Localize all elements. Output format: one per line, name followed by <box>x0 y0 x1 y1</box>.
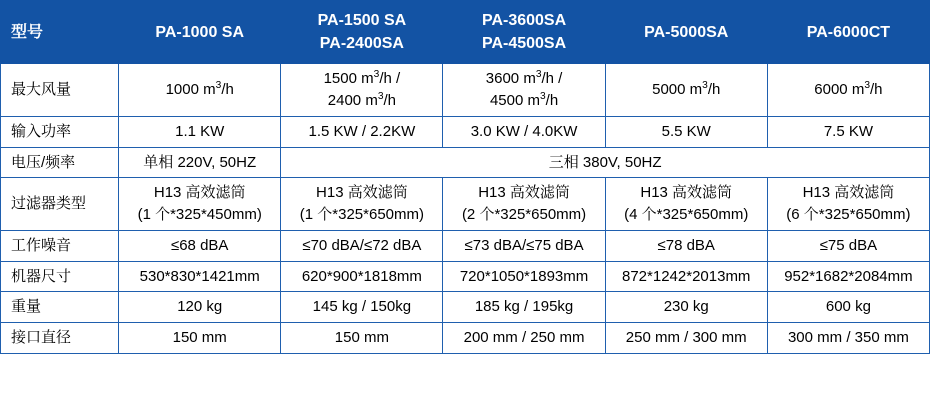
cell-line: 单相 220V, 50HZ <box>143 153 257 171</box>
cell-line: H13 高效滤筒 <box>640 184 733 202</box>
row-label: 接口直径 <box>1 323 119 354</box>
cell-line: H13 高效滤筒 <box>478 184 570 202</box>
column-header-line: PA-1000 SA <box>155 23 245 41</box>
cell-line: 145 kg / 150kg <box>312 298 412 316</box>
table-row <box>1 64 930 117</box>
cell-line: 620*900*1818mm <box>301 267 422 285</box>
cell-line: 3.0 KW / 4.0KW <box>470 122 578 140</box>
column-header-line: PA-5000SA <box>644 23 729 41</box>
table-cell <box>605 64 767 117</box>
cell-line: 2400 $m^3/h$ <box>327 91 396 110</box>
cell-line: H13 高效滤筒 <box>316 184 408 202</box>
cell-line: 3600 $m^3/h$ / <box>485 69 563 88</box>
table-cell <box>119 147 281 178</box>
table-cell <box>281 230 443 261</box>
cell-line: H13 高效滤筒 <box>153 184 246 202</box>
table-cell <box>443 230 605 261</box>
column-header-line: PA-6000CT <box>806 23 891 41</box>
table-cell <box>605 178 767 231</box>
cell-line: 4500 $m^3/h$ <box>489 91 559 110</box>
row-label: 重量 <box>1 292 119 323</box>
table-cell <box>281 323 443 354</box>
table-cell <box>767 64 929 117</box>
cell-line: 1.5 KW / 2.2KW <box>308 122 416 140</box>
column-header-line: PA-1500 SA <box>317 12 407 29</box>
table-row <box>1 116 930 147</box>
cell-line: 1.1 KW <box>175 122 225 140</box>
cell-line: 185 kg / 195kg <box>474 298 574 316</box>
table-cell <box>767 178 929 231</box>
column-header-line: PA-2400SA <box>319 35 404 53</box>
table-cell <box>119 116 281 147</box>
column-header-4 <box>605 1 767 64</box>
table-cell <box>119 323 281 354</box>
table-cell <box>443 64 605 117</box>
cell-line: 952*1682*2084mm <box>784 267 913 285</box>
cell-line: 200 mm / 250 mm <box>463 329 585 347</box>
table-cell <box>605 292 767 323</box>
cell-line: 150 mm <box>334 329 389 347</box>
column-header-1 <box>119 1 281 64</box>
cell-line: 230 kg <box>663 298 709 316</box>
table-cell <box>281 178 443 231</box>
column-header-3 <box>443 1 605 64</box>
cell-line: 150 mm <box>172 329 227 347</box>
table-cell <box>605 230 767 261</box>
table-cell <box>281 261 443 292</box>
cell-line: 1000 $m^3/h$ <box>165 80 234 99</box>
table-cell <box>119 178 281 231</box>
cell-line: ≤73 dBA/≤75 dBA <box>464 236 584 254</box>
table-cell <box>605 116 767 147</box>
row-label: 过滤器类型 <box>1 178 119 231</box>
cell-line: 6000 $m^3/h$ <box>814 80 883 99</box>
table-cell <box>443 116 605 147</box>
table-row <box>1 178 930 231</box>
table-cell <box>281 116 443 147</box>
cell-line: ≤75 dBA <box>819 236 878 254</box>
table-cell <box>767 323 929 354</box>
table-cell <box>605 323 767 354</box>
cell-line: 300 mm / 350 mm <box>787 329 909 347</box>
header-row-label: 型号 <box>1 1 119 64</box>
cell-line: 1500 $m^3/h$ / <box>323 69 401 88</box>
row-label: 工作噪音 <box>1 230 119 261</box>
cell-line: (1 个*325*650mm) <box>299 206 424 224</box>
cell-line: ≤78 dBA <box>657 236 715 254</box>
row-label: 电压/频率 <box>1 147 119 178</box>
cell-line: 120 kg <box>177 298 223 316</box>
table-cell <box>605 261 767 292</box>
cell-line: 600 kg <box>825 298 871 316</box>
table-cell <box>119 64 281 117</box>
row-label: 机器尺寸 <box>1 261 119 292</box>
cell-line: (1 个*325*450mm) <box>137 206 262 224</box>
cell-line: (2 个*325*650mm) <box>461 206 587 224</box>
table-header <box>1 1 930 64</box>
table-cell <box>443 292 605 323</box>
column-header-line: PA-4500SA <box>481 35 567 53</box>
cell-line: (6 个*325*650mm) <box>786 206 911 224</box>
cell-line: 7.5 KW <box>823 122 873 140</box>
table-cell <box>443 323 605 354</box>
table-cell <box>119 261 281 292</box>
cell-line: ≤68 dBA <box>170 236 229 254</box>
cell-line: 872*1242*2013mm <box>622 267 751 285</box>
table-cell <box>281 64 443 117</box>
cell-line: 530*830*1421mm <box>139 267 260 285</box>
cell-line: 720*1050*1893mm <box>459 267 589 285</box>
cell-line: 250 mm / 300 mm <box>625 329 747 347</box>
column-header-2 <box>281 1 443 64</box>
column-header-5 <box>767 1 929 64</box>
table-row <box>1 230 930 261</box>
table-cell <box>119 292 281 323</box>
table-cell <box>767 230 929 261</box>
table-row <box>1 261 930 292</box>
table-row <box>1 292 930 323</box>
table-row <box>1 323 930 354</box>
cell-line: (4 个*325*650mm) <box>624 206 749 224</box>
table-cell <box>281 147 930 178</box>
table-header-row <box>1 1 930 64</box>
cell-line: 三相 380V, 50HZ <box>548 153 662 171</box>
column-header-line: PA-3600SA <box>481 12 567 29</box>
table-cell <box>767 292 929 323</box>
table-cell <box>767 261 929 292</box>
table-row <box>1 147 930 178</box>
table-cell <box>443 178 605 231</box>
cell-line: 5000 $m^3/h$ <box>652 80 721 99</box>
table-cell <box>119 230 281 261</box>
row-label: 最大风量 <box>1 64 119 117</box>
table-cell <box>443 261 605 292</box>
cell-line: ≤70 dBA/≤72 dBA <box>302 236 422 254</box>
table-body <box>1 64 930 354</box>
table-cell <box>767 116 929 147</box>
table-cell <box>281 292 443 323</box>
row-label: 输入功率 <box>1 116 119 147</box>
cell-line: H13 高效滤筒 <box>802 184 895 202</box>
cell-line: 5.5 KW <box>661 122 711 140</box>
